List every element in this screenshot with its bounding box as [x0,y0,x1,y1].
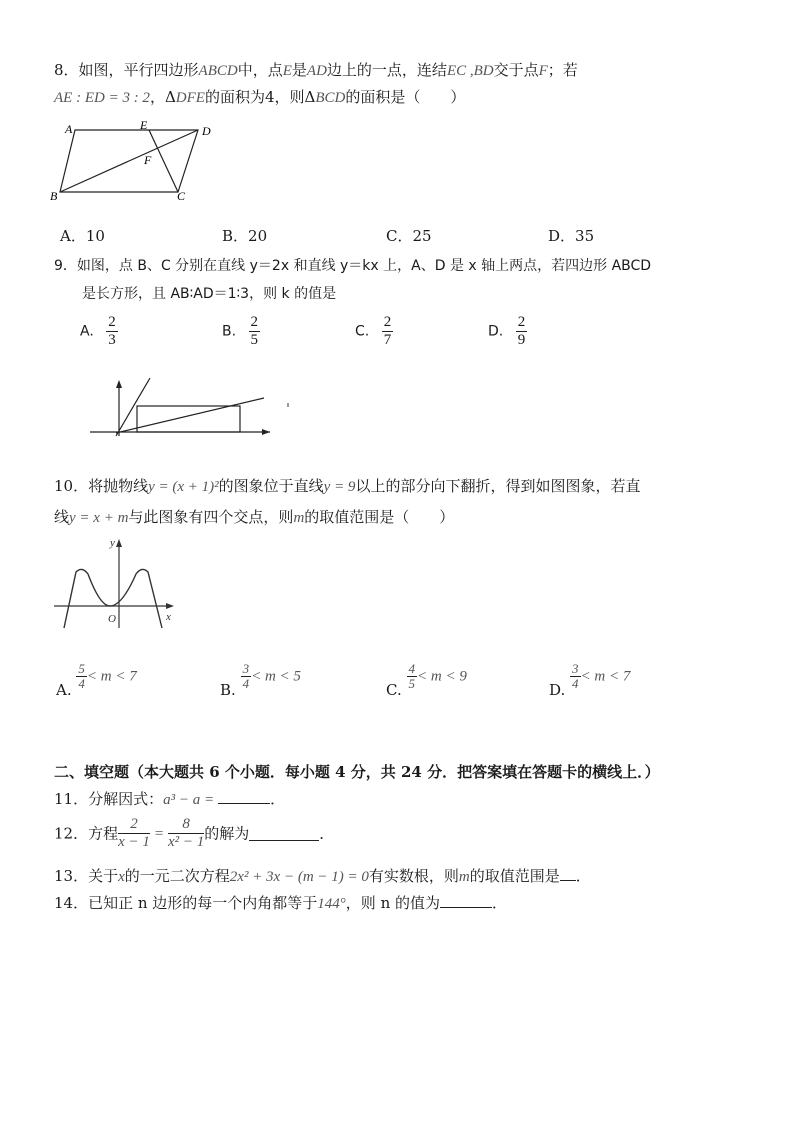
q10-option-a[interactable]: A. $\frac{5}{4}$ < m < 7 [56,661,137,699]
q8-option-c[interactable]: C．25 [386,227,432,245]
q11-answer-blank[interactable] [218,789,270,804]
q9-option-a[interactable]: A. $\frac{2}{3}$ [80,314,116,348]
q14-answer-blank[interactable] [440,893,492,908]
q13: 13．关于x的一元二次方程2x² + 3x − (m − 1) = 0有实数根，则m的取值范围是 ． [54,867,591,885]
q9-option-b[interactable]: B. $\frac{2}{5}$ [222,314,259,348]
diagonal-bd [60,130,198,192]
q10-line2: 线y = x + m与此图象有四个交点，则m的取值范围是（ ） [54,508,455,526]
q10-line1: 10．将抛物线y = (x + 1)²的图象位于直线y = 9以上的部分向下翻折，得到如图图象，若直 [54,477,641,495]
q8-option-b[interactable]: B．20 [222,227,268,245]
q14: 14．已知正 n 边形的每一个内角都等于144°，则 n 的值为 ． [54,894,508,912]
label-e: E [140,118,148,132]
label-f: F [144,153,152,167]
rectangle-abcd [137,406,240,432]
q8-line1: 8．如图，平行四边形ABCD中，点E是AD边上的一点，连结EC ,BD交于点F；若 [54,61,578,79]
q8-abcd: ABCD [198,63,238,79]
q8-line2: AE : ED = 3 : 2，ΔDFE的面积为4，则ΔBCD的面积是（ ） [54,88,466,106]
label-c: C [177,189,186,203]
q9-option-c[interactable]: C. $\frac{2}{7}$ [355,314,392,348]
q10-option-d[interactable]: D. $\frac{3}{4}$ < m < 7 [549,661,631,699]
q10-parabola: y = (x + 1)² [148,479,219,495]
x-axis-arrow [166,603,174,609]
label-y: y [110,537,115,549]
y-axis-arrow [116,380,122,388]
q8-option-a[interactable]: A．10 [60,227,105,245]
q10-option-b[interactable]: B. $\frac{3}{4}$ < m < 5 [220,661,301,699]
q11: 11．分解因式：a³ − a = ． [54,790,286,808]
q8-option-d[interactable]: D．35 [548,227,595,245]
q10-option-c[interactable]: C. $\frac{4}{5}$ < m < 9 [386,661,467,699]
line-y-kx [116,398,264,433]
x-axis-arrow [262,429,270,435]
stray-mark [287,403,289,407]
label-d: D [202,124,211,138]
q9-line2: 是长方形，且 AB∶AD＝1∶3，则 k 的值是 [82,286,337,302]
q9-rectangle-figure [88,376,288,442]
label-b: B [50,189,58,203]
q12: 12．方程 $\frac{2}{x - 1}$ = $\frac{8}{\text{x² − 1}}$ 的解为 ． [54,816,335,850]
y-axis-arrow [116,539,122,547]
q9-option-d[interactable]: D. $\frac{2}{9}$ [488,314,526,348]
q8-ratio: AE : ED = 3 : 2 [54,90,150,106]
label-a: A [65,122,73,136]
q8-parallelogram-figure [48,116,218,204]
label-origin: O [108,613,116,625]
section2-heading: 二、填空题（本大题共 6 个小题．每小题 4 分，共 24 分．把答案填在答题卡的横线上．） [54,763,660,781]
label-x: x [166,611,171,623]
q9-line1: 9．如图，点 B、C 分别在直线 y＝2x 和直线 y＝kx 上，A、D 是 x 轴上两点，若四边形 ABCD [54,258,652,274]
q10-graph-figure [52,534,182,632]
q13-answer-blank[interactable] [560,866,576,881]
q12-answer-blank[interactable] [249,826,319,841]
segment-ec [149,130,178,192]
